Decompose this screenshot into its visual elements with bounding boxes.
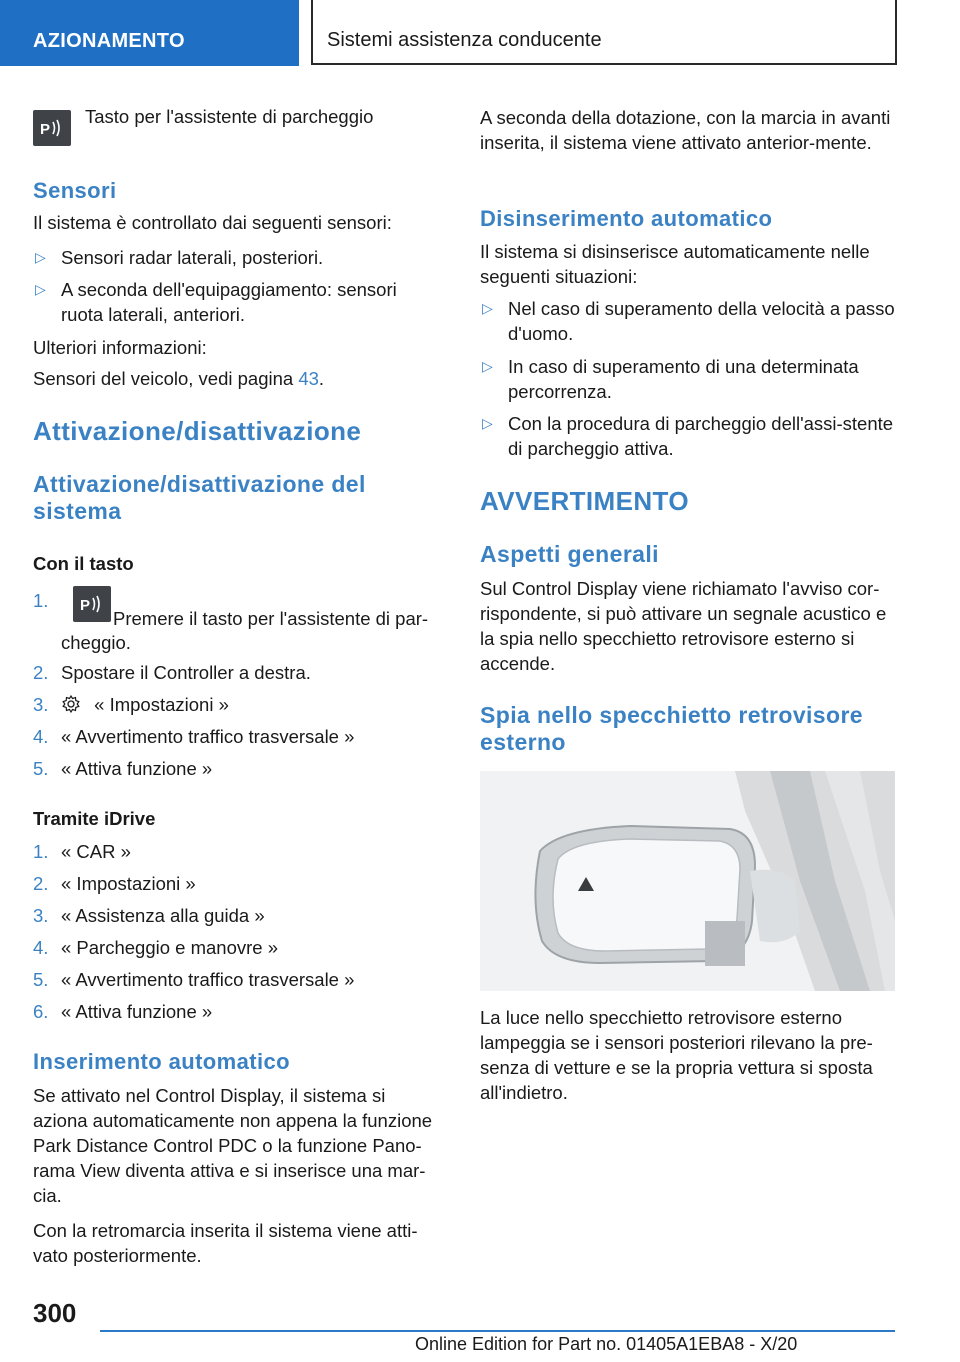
auto-on-heading: Inserimento automatico	[33, 1049, 290, 1074]
triangle-bullet-icon: ▷	[482, 300, 493, 316]
auto-on-paragraph-2: Con la retromarcia inserita il sistema viene atti-vato posteriormente.	[33, 1220, 418, 1266]
page-number: 300	[33, 1298, 77, 1328]
page-reference: Sensori del veicolo, vedi pagina 43.	[33, 368, 325, 389]
section-title: Sistemi assistenza conducente	[327, 29, 602, 51]
list-item: ▷ A seconda dell'equipaggiamento: sensori ruota laterali, anteriori.	[35, 279, 397, 325]
list-item: 3. « Impostazioni »	[33, 694, 229, 715]
triangle-bullet-icon: ▷	[482, 415, 493, 431]
more-info: Ulteriori informazioni:	[33, 337, 207, 358]
sensori-intro: Il sistema è controllato dai seguenti sensori:	[33, 212, 392, 233]
list-item: 1. « CAR »	[33, 841, 131, 862]
system-heading: Attivazione/disattivazione del sistema	[33, 471, 366, 524]
list-item: 5. « Avvertimento traffico trasversale »	[33, 969, 355, 990]
parking-assistant-button-icon	[33, 110, 71, 146]
auto-off-heading: Disinserimento automatico	[480, 206, 773, 231]
edition-footer: Online Edition for Part no. 01405A1EBA8 - X/20	[415, 1334, 798, 1354]
list-item: ▷ In caso di superamento di una determinata percorrenza.	[482, 356, 859, 402]
auto-on-paragraph: Se attivato nel Control Display, il sistema si aziona automaticamente non appena la funzione Park Distance Control PDC o la funzione Pano-rama View diventa attiva e si inserisce una mar-cia.	[33, 1085, 433, 1206]
list-item: 3. « Assistenza alla guida »	[33, 905, 265, 926]
footer-rule	[100, 1330, 895, 1332]
triangle-bullet-icon: ▷	[482, 358, 493, 374]
triangle-bullet-icon: ▷	[35, 249, 46, 265]
list-item: 4. « Parcheggio e manovre »	[33, 937, 278, 958]
list-item: ▷ Sensori radar laterali, posteriori.	[35, 247, 324, 268]
list-item: 2. Spostare il Controller a destra.	[33, 662, 311, 683]
list-item: 2. « Impostazioni »	[33, 873, 196, 894]
con-tasto-heading: Con il tasto	[33, 553, 134, 574]
button-caption: Tasto per l'assistente di parcheggio	[85, 106, 374, 127]
gear-icon	[61, 694, 81, 714]
side-mirror-photo	[480, 771, 895, 991]
chapter-title: AZIONAMENTO	[33, 30, 185, 52]
general-paragraph: Sul Control Display viene richiamato l'avviso cor-rispondente, si può attivare un segnale acustico e la spia nello specchietto retrovisore esterno si accende.	[480, 578, 887, 674]
section-header	[311, 0, 897, 65]
parking-assistant-button-icon	[73, 586, 111, 622]
activation-heading: Attivazione/disattivazione	[33, 416, 362, 446]
sensori-heading: Sensori	[33, 178, 117, 203]
page-link[interactable]: 43	[298, 368, 319, 389]
general-heading: Aspetti generali	[480, 541, 659, 567]
front-activation-paragraph: A seconda della dotazione, con la marcia in avanti inserita, il sistema viene attivato anterior-mente.	[480, 107, 891, 153]
list-item: ▷ Nel caso di superamento della velocità a passo d'uomo.	[482, 298, 895, 344]
svg-text:P: P	[80, 597, 91, 614]
warning-heading: AVVERTIMENTO	[480, 486, 689, 516]
svg-text:P: P	[40, 121, 51, 138]
mirror-paragraph: La luce nello specchietto retrovisore esterno lampeggia se i sensori posteriori rilevano la pre-senza di vetture e se la propria vettura si sposta all'indietro.	[480, 1007, 873, 1103]
auto-off-intro: Il sistema si disinserisce automaticamente nelle seguenti situazioni:	[480, 241, 870, 287]
chapter-tab	[0, 0, 299, 66]
list-item: 6. « Attiva funzione »	[33, 1001, 213, 1022]
list-item: 5. « Attiva funzione »	[33, 758, 213, 779]
list-item: 4. « Avvertimento traffico trasversale »	[33, 726, 355, 747]
idrive-heading: Tramite iDrive	[33, 808, 156, 829]
mirror-heading: Spia nello specchietto retrovisore esterno	[480, 702, 863, 755]
list-item: ▷ Con la procedura di parcheggio dell'assi-stente di parcheggio attiva.	[482, 413, 894, 459]
triangle-bullet-icon: ▷	[35, 281, 46, 297]
